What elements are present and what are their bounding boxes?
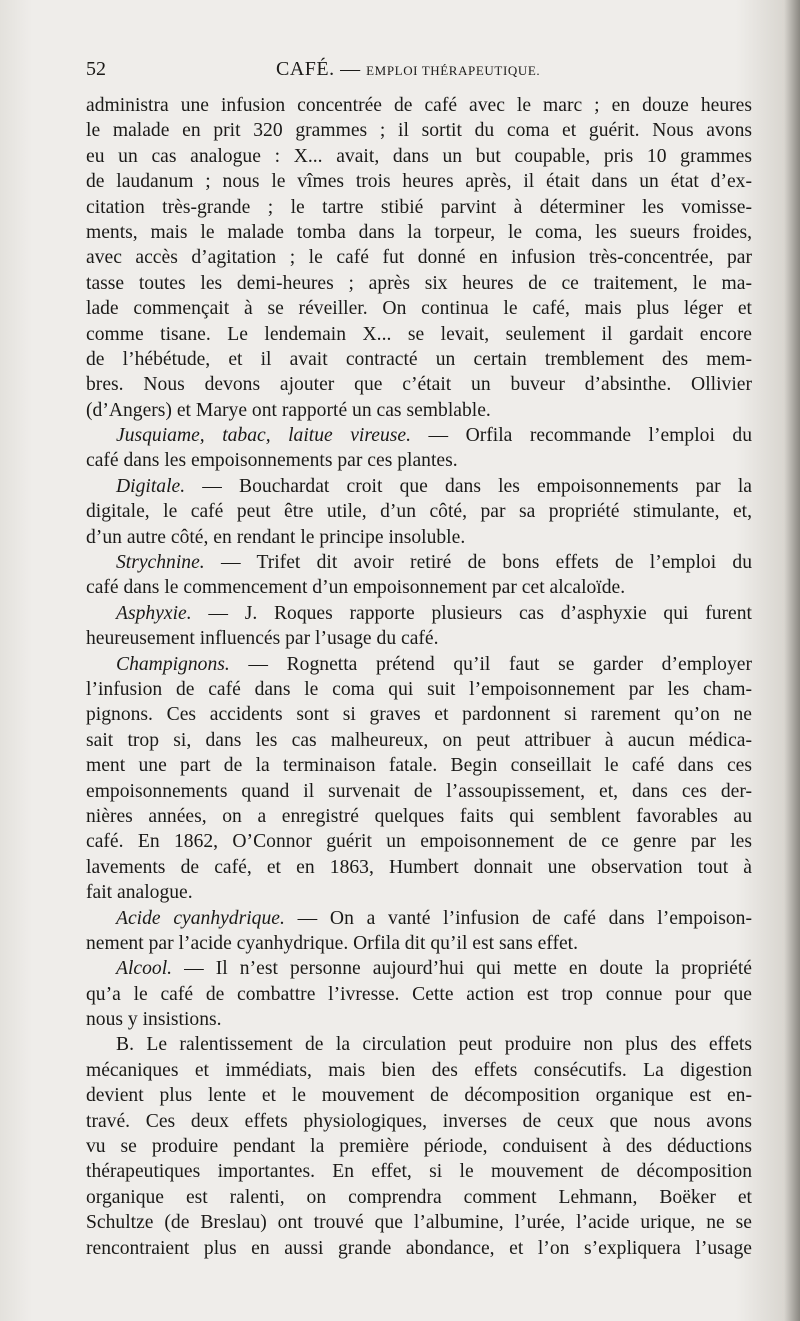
text-line: citation très-grande ; le tartre stibié parvint à déterminer les vomisse- bbox=[86, 196, 752, 218]
running-head bbox=[86, 58, 752, 84]
text-line: lade commençait à se réveiller. On continua le café, mais plus léger et bbox=[86, 298, 752, 320]
text-line: empoisonnements quand il survenait de l’assoupissement, et, dans ces der- bbox=[86, 780, 752, 802]
section-subtitle: EMPLOI THÉRAPEUTIQUE. bbox=[366, 63, 541, 78]
text-line: rencontraient plus en aussi grande abondance, et l’on s’expliquera l’usage bbox=[86, 1237, 752, 1259]
text-line: bres. Nous devons ajouter que c’était un buveur d’absinthe. Ollivier bbox=[86, 374, 752, 396]
text-line: organique est ralenti, on comprendra comment Lehmann, Boëker et bbox=[86, 1186, 752, 1208]
chapter-title: CAFÉ. bbox=[276, 58, 335, 80]
text-line: nières années, on a enregistré quelques faits qui semblent favorables au bbox=[86, 805, 752, 827]
title-separator: — bbox=[340, 58, 361, 80]
text-line: travé. Ces deux effets physiologiques, inverses de ceux que nous avons bbox=[86, 1110, 752, 1132]
body-text bbox=[86, 93, 752, 1261]
paragraph-heading: Alcool. bbox=[116, 958, 173, 980]
paragraph-alcool: Alcool. — Il n’est personne aujourd’hui qui mette en doute la propriété bbox=[116, 958, 752, 980]
text-line: tasse toutes les demi-heures ; après six heures de ce traitement, le ma- bbox=[86, 272, 752, 294]
text-line: lavements de café, et en 1863, Humbert donnait une observation tout à bbox=[86, 856, 752, 878]
text-line: qu’a le café de combattre l’ivresse. Cette action est trop connue pour que bbox=[86, 983, 752, 1005]
text-line: café dans les empoisonnements par ces plantes. bbox=[86, 450, 458, 472]
paragraph-heading: Jusquiame, tabac, laitue vireuse. bbox=[116, 425, 411, 447]
text-line: mécaniques et immédiats, mais bien des effets consécutifs. La digestion bbox=[86, 1059, 752, 1081]
text-line: heureusement influencés par l’usage du café. bbox=[86, 628, 439, 650]
paragraph-acide-cyanhydrique: Acide cyanhydrique. — On a vanté l’infusion de café dans l’empoison- bbox=[116, 907, 752, 929]
page-number: 52 bbox=[86, 58, 106, 80]
text-line: de l’hébétude, et il avait contracté un certain tremblement des mem- bbox=[86, 348, 752, 370]
text-line: pignons. Ces accidents sont si graves et pardonnent si rarement qu’on ne bbox=[86, 704, 752, 726]
running-title bbox=[276, 58, 540, 81]
text-line: eu un cas analogue : X... avait, dans un but coupable, pris 10 grammes bbox=[86, 145, 752, 167]
text-line: sait trop si, dans les cas malheureux, on peut attribuer à aucun médica- bbox=[86, 729, 752, 751]
text-line: (d’Angers) et Marye ont rapporté un cas semblable. bbox=[86, 399, 491, 421]
text-line: fait analogue. bbox=[86, 882, 193, 904]
text-line: vu se produire pendant la première période, conduisent à des déductions bbox=[86, 1136, 752, 1158]
paragraph-champignons: Champignons. — Rognetta prétend qu’il faut se garder d’employer bbox=[116, 653, 752, 675]
text-line: administra une infusion concentrée de café avec le marc ; en douze heures bbox=[86, 95, 752, 116]
text-line: café. En 1862, O’Connor guérit un empoisonnement de ce genre par les bbox=[86, 831, 752, 853]
paragraph-strychnine: Strychnine. — Trifet dit avoir retiré de bons effets de l’emploi du bbox=[116, 552, 752, 574]
paragraph-heading: Strychnine. bbox=[116, 552, 205, 574]
text-line: de laudanum ; nous le vîmes trois heures après, il était dans un état d’ex- bbox=[86, 171, 752, 193]
text-line: café dans le commencement d’un empoisonnement par cet alcaloïde. bbox=[86, 577, 626, 599]
text-line: nous y insistions. bbox=[86, 1009, 222, 1031]
paragraph-heading: Asphyxie. bbox=[116, 602, 192, 624]
paragraph-b: B. Le ralentissement de la circulation peut produire non plus des effets bbox=[116, 1034, 752, 1056]
paragraph-heading: Champignons. bbox=[116, 653, 230, 675]
text-line: ment une part de la terminaison fatale. Begin conseillait le café dans ces bbox=[86, 755, 752, 777]
text-line: l’infusion de café dans le coma qui suit l’empoisonnement par les cham- bbox=[86, 678, 752, 700]
text-line: comme tisane. Le lendemain X... se levait, seulement il gardait encore bbox=[86, 323, 752, 345]
paragraph-asphyxie: Asphyxie. — J. Roques rapporte plusieurs cas d’asphyxie qui furent bbox=[116, 602, 752, 624]
text-line: digitale, le café peut être utile, d’un côté, par sa propriété stimulante, et, bbox=[86, 501, 752, 523]
text-line: Schultze (de Breslau) ont trouvé que l’albumine, l’urée, l’acide urique, ne se bbox=[86, 1212, 752, 1234]
text-line: avec accès d’agitation ; le café fut donné en infusion très-concentrée, par bbox=[86, 247, 752, 269]
paragraph-jusquiame: Jusquiame, tabac, laitue vireuse. — Orfila recommande l’emploi du bbox=[116, 425, 752, 447]
text-line: d’un autre côté, en rendant le principe insoluble. bbox=[86, 526, 466, 548]
text-line: thérapeutiques importantes. En effet, si le mouvement de décomposition bbox=[86, 1161, 752, 1183]
paragraph-heading: Digitale. bbox=[116, 475, 186, 497]
text-line: ments, mais le malade tomba dans la torpeur, le coma, les sueurs froides, bbox=[86, 221, 752, 243]
paragraph-heading: Acide cyanhydrique. bbox=[116, 907, 285, 929]
text-line: le malade en prit 320 grammes ; il sortit du coma et guérit. Nous avons bbox=[86, 120, 752, 142]
text-line: devient plus lente et le mouvement de décomposition organique est en- bbox=[86, 1085, 752, 1107]
text-line: nement par l’acide cyanhydrique. Orfila dit qu’il est sans effet. bbox=[86, 932, 579, 954]
paragraph-digitale: Digitale. — Bouchardat croit que dans les empoisonnements par la bbox=[116, 475, 752, 497]
